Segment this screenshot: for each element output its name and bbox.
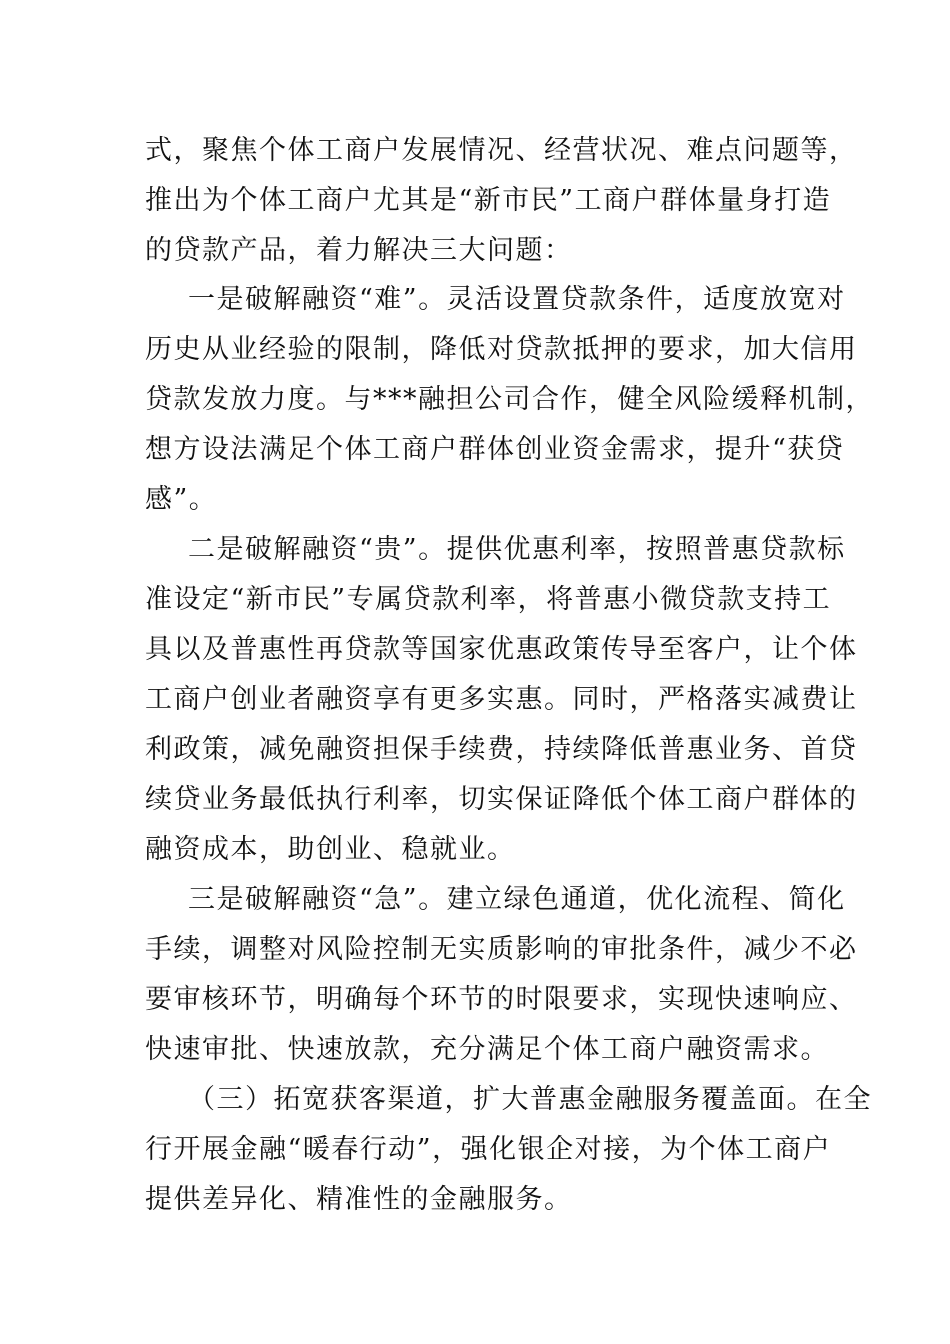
text-line: 具以及普惠性再贷款等国家优惠政策传导至客户，让个体 (145, 634, 858, 665)
text-line: 的贷款产品，着力解决三大问题： (145, 235, 573, 266)
text-line: 历史从业经验的限制，降低对贷款抵押的要求，加大信用 (145, 334, 858, 365)
paragraph-first-line: 三是破解融资“急”。建立绿色通道，优化流程、简化 (188, 884, 846, 915)
text-line: 贷款发放力度。与***融担公司合作，健全风险缓释机制， (145, 384, 874, 415)
text-line: 行开展金融“暖春行动”，强化银企对接，为个体工商户 (145, 1134, 832, 1165)
text-line: 手续，调整对风险控制无实质影响的审批条件，减少不必 (145, 934, 858, 965)
paragraph-first-line: 二是破解融资“贵”。提供优惠利率，按照普惠贷款标 (188, 534, 846, 565)
text-line: 工商户创业者融资享有更多实惠。同时，严格落实减费让 (145, 684, 858, 715)
text-line: 快速审批、快速放款，充分满足个体工商户融资需求。 (145, 1034, 829, 1065)
text-line: 推出为个体工商户尤其是“新市民”工商户群体量身打造 (145, 185, 832, 216)
paragraph-first-line: 一是破解融资“难”。灵活设置贷款条件，适度放宽对 (188, 284, 846, 315)
text-line: 感”。 (145, 484, 218, 515)
text-line: 利政策，减免融资担保手续费，持续降低普惠业务、首贷 (145, 734, 858, 765)
text-line: 提供差异化、精准性的金融服务。 (145, 1184, 573, 1215)
text-line: 式，聚焦个体工商户发展情况、经营状况、难点问题等， (145, 135, 858, 166)
text-line: 想方设法满足个体工商户群体创业资金需求，提升“获贷 (145, 434, 845, 465)
paragraph-first-line: （三）拓宽获客渠道，扩大普惠金融服务覆盖面。在全 (188, 1084, 872, 1115)
text-line: 融资成本，助创业、稳就业。 (145, 834, 516, 865)
text-line: 准设定“新市民”专属贷款利率，将普惠小微贷款支持工 (145, 584, 832, 615)
text-line: 要审核环节，明确每个环节的时限要求，实现快速响应、 (145, 984, 858, 1015)
text-line: 续贷业务最低执行利率，切实保证降低个体工商户群体的 (145, 784, 858, 815)
